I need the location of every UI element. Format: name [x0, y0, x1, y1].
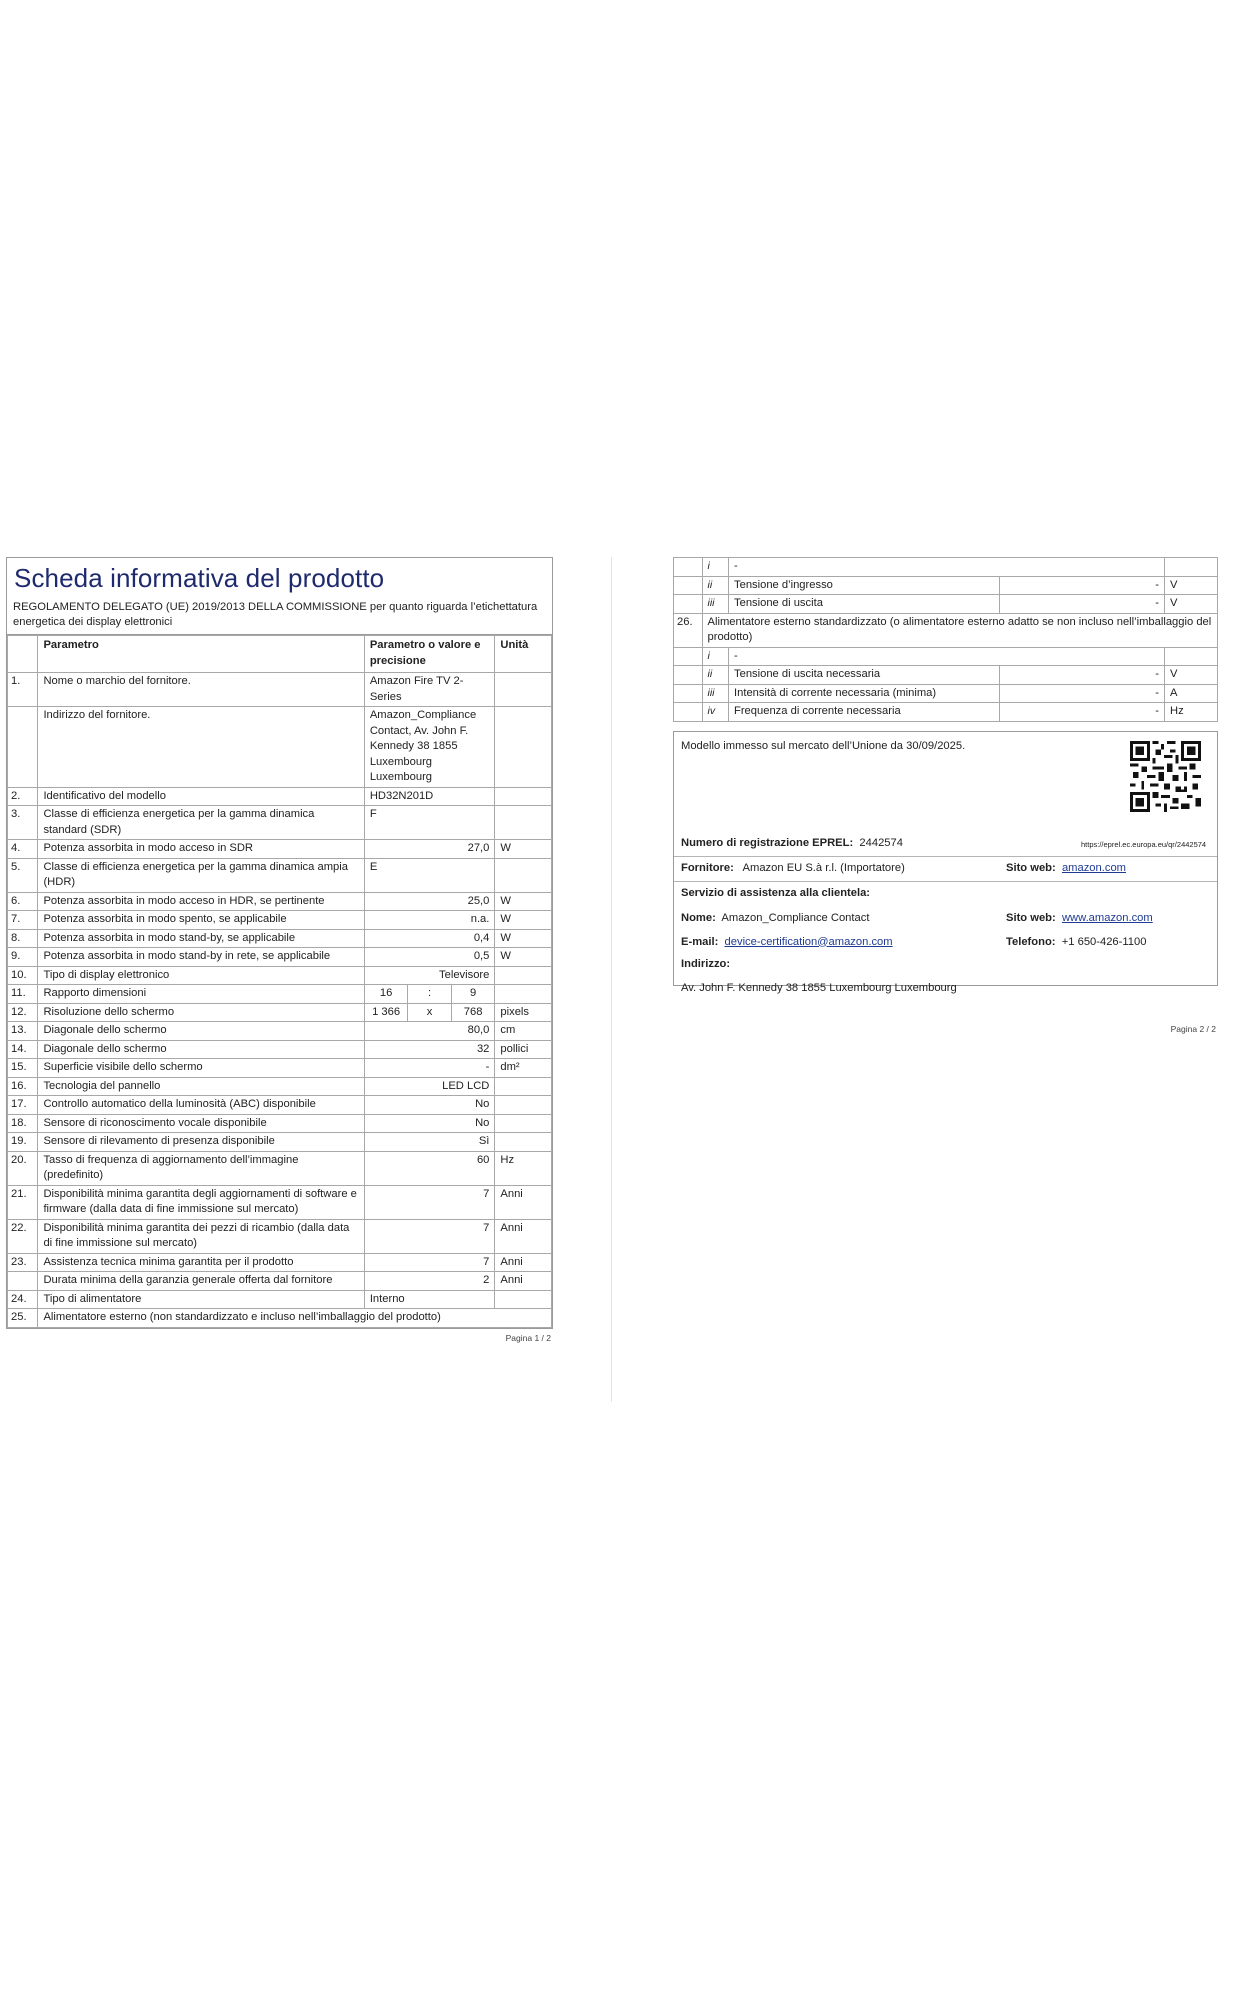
header-value: Parametro o valore e precisione: [364, 636, 495, 673]
table-row: [8, 1077, 552, 1096]
row-unit: pixels: [495, 1003, 552, 1022]
table-row: [8, 985, 552, 1004]
regulation-text: REGOLAMENTO DELEGATO (UE) 2019/2013 DELLA COMMISSIONE per quanto riguarda l’etichettatura energetica dei display elettronici: [13, 601, 538, 628]
row-value: Amazon_Compliance Contact, Av. John F. Kennedy 38 1855 Luxembourg Luxembourg: [364, 707, 495, 788]
row-unit: [495, 806, 552, 840]
row-value: 2: [364, 1272, 495, 1291]
table-row: [8, 787, 552, 806]
row-value: 0,4: [364, 929, 495, 948]
sub-unit: V: [1165, 595, 1218, 614]
indent-cell: [674, 595, 703, 614]
row-value: -: [364, 1059, 495, 1078]
row-number: 10.: [8, 966, 38, 985]
row-unit: [495, 858, 552, 892]
eprel-number: 2442574: [859, 836, 903, 849]
row-value: Sì: [364, 1133, 495, 1152]
indent-cell: [674, 576, 703, 595]
indent-cell: [674, 703, 703, 722]
name-value: Amazon_Compliance Contact: [721, 911, 870, 924]
sheet-header: [7, 558, 552, 635]
row-label: Indirizzo del fornitore.: [38, 707, 364, 788]
row-label: Classe di efficienza energetica per la gamma dinamica ampia (HDR): [38, 858, 364, 892]
sub-unit: Hz: [1165, 703, 1218, 722]
table-row-26: [674, 613, 1218, 647]
row-number: 8.: [8, 929, 38, 948]
row-number: 1.: [8, 673, 38, 707]
sub-index: i: [702, 647, 728, 666]
row-label: Sensore di riconoscimento vocale disponibile: [38, 1114, 364, 1133]
sub-value: -: [999, 684, 1164, 703]
row-unit: pollici: [495, 1040, 552, 1059]
phone-label: Telefono:: [1006, 935, 1056, 948]
indent-cell: [674, 647, 703, 666]
name-label: Nome:: [681, 911, 716, 924]
parameters-table: [7, 635, 552, 1328]
row-unit: W: [495, 892, 552, 911]
indent-cell: [674, 558, 703, 577]
row-label: Superficie visibile dello schermo: [38, 1059, 364, 1078]
sub-value: -: [999, 595, 1164, 614]
sub-label: Frequenza di corrente necessaria: [729, 703, 1000, 722]
row-label: Alimentatore esterno standardizzato (o alimentatore esterno adatto se non incluso nell’imballaggio del prodotto): [702, 613, 1217, 647]
table-row: [8, 1040, 552, 1059]
phone-value: +1 650-426-1100: [1061, 935, 1147, 948]
table-row: [8, 1219, 552, 1253]
row-label: Disponibilità minima garantita dei pezzi di ricambio (dalla data di fine immissione sul mercato): [38, 1219, 364, 1253]
table-row: [8, 892, 552, 911]
row-value: 25,0: [364, 892, 495, 911]
table-row: [8, 673, 552, 707]
table-row: [8, 840, 552, 859]
row-value-part: 9: [451, 985, 495, 1004]
email-label: E-mail:: [681, 935, 719, 948]
row-unit: [495, 673, 552, 707]
sub-label: -: [729, 558, 1165, 577]
email-link[interactable]: device-certification@amazon.com: [724, 935, 893, 948]
row-value: E: [364, 858, 495, 892]
row-label: Diagonale dello schermo: [38, 1022, 364, 1041]
row-number: 17.: [8, 1096, 38, 1115]
email-row: [681, 936, 893, 948]
sub-index: iii: [702, 684, 728, 703]
product-sheet-frame: [6, 557, 553, 1329]
row-unit: W: [495, 911, 552, 930]
indent-cell: [674, 684, 703, 703]
table-row: [8, 1272, 552, 1291]
row-value: No: [364, 1114, 495, 1133]
row-unit: [495, 1133, 552, 1152]
row-label: Potenza assorbita in modo stand-by, se applicabile: [38, 929, 364, 948]
market-date-text: Modello immesso sul mercato dell’Unione da 30/09/2025.: [681, 739, 966, 752]
table-row: [8, 1185, 552, 1219]
row-number: 3.: [8, 806, 38, 840]
table-row: [8, 1059, 552, 1078]
phone-row: [1006, 936, 1146, 948]
row-number: 6.: [8, 892, 38, 911]
sub-unit: V: [1165, 666, 1218, 685]
row-label: Identificativo del modello: [38, 787, 364, 806]
row-number: 19.: [8, 1133, 38, 1152]
website2-label: Sito web:: [1006, 911, 1056, 924]
contact-name-row: [681, 912, 869, 924]
sub-value: -: [999, 666, 1164, 685]
row-value-part: 768: [451, 1003, 495, 1022]
page-1: [6, 557, 553, 1343]
row-label: Potenza assorbita in modo stand-by in rete, se applicabile: [38, 948, 364, 967]
row-unit: Hz: [495, 1151, 552, 1185]
eprel-url-link[interactable]: https://eprel.ec.europa.eu/qr/2442574: [1081, 839, 1207, 849]
table-row: [8, 911, 552, 930]
sub-index: i: [702, 558, 728, 577]
supplier-row: [681, 862, 905, 874]
row-value-part: 1 366: [364, 1003, 408, 1022]
table-row: [8, 858, 552, 892]
row-value: 27,0: [364, 840, 495, 859]
row-unit: [495, 966, 552, 985]
row-number: 2.: [8, 787, 38, 806]
table-row: [8, 1114, 552, 1133]
row-label: Tipo di alimentatore: [38, 1290, 364, 1309]
row-number: 13.: [8, 1022, 38, 1041]
row-value: 7: [364, 1253, 495, 1272]
sub-row: [674, 647, 1218, 666]
address-label: Indirizzo:: [681, 957, 731, 970]
sub-unit: [1165, 558, 1218, 577]
table-row: [8, 966, 552, 985]
row-value: 7: [364, 1219, 495, 1253]
row-unit: dm²: [495, 1059, 552, 1078]
row-unit: Anni: [495, 1253, 552, 1272]
supplier-info-box: [673, 731, 1218, 986]
sub-unit: V: [1165, 576, 1218, 595]
table-row: [8, 806, 552, 840]
sub-label: Tensione di uscita necessaria: [729, 666, 1000, 685]
sub-index: ii: [702, 666, 728, 685]
divider: [674, 881, 1217, 882]
row-label: Nome o marchio del fornitore.: [38, 673, 364, 707]
sub-unit: A: [1165, 684, 1218, 703]
row-label: Classe di efficienza energetica per la gamma dinamica standard (SDR): [38, 806, 364, 840]
sub-row: [674, 558, 1218, 577]
sub-value: -: [999, 703, 1164, 722]
row-unit: cm: [495, 1022, 552, 1041]
page-number: Pagina 2 / 2: [1170, 1023, 1216, 1034]
row-label: Alimentatore esterno (non standardizzato e incluso nell’imballaggio del prodotto): [38, 1309, 552, 1328]
row-label: Diagonale dello schermo: [38, 1040, 364, 1059]
row-number: 4.: [8, 840, 38, 859]
row-number: 21.: [8, 1185, 38, 1219]
row-number: 15.: [8, 1059, 38, 1078]
sub-row: [674, 703, 1218, 722]
row-value: F: [364, 806, 495, 840]
table-row: [8, 1096, 552, 1115]
row-number: 12.: [8, 1003, 38, 1022]
row-number: 14.: [8, 1040, 38, 1059]
website2-row: [1006, 912, 1153, 924]
page-divider: [611, 557, 612, 1402]
row-value: LED LCD: [364, 1077, 495, 1096]
row-value: Interno: [364, 1290, 495, 1309]
sub-row: [674, 595, 1218, 614]
row-value: 0,5: [364, 948, 495, 967]
website2-link[interactable]: www.amazon.com: [1061, 911, 1153, 924]
row-value: 7: [364, 1185, 495, 1219]
website-row: [1006, 862, 1126, 874]
row-unit: Anni: [495, 1272, 552, 1291]
row-number: 26.: [674, 613, 703, 647]
row-label: Sensore di rilevamento di presenza disponibile: [38, 1133, 364, 1152]
table-row: [8, 1133, 552, 1152]
row-label: Tecnologia del pannello: [38, 1077, 364, 1096]
table-row: [8, 948, 552, 967]
page-title: Scheda informativa del prodotto: [14, 563, 385, 593]
sub-label: Tensione d’ingresso: [729, 576, 1000, 595]
power-supply-table: [673, 557, 1218, 722]
table-header-row: [8, 636, 552, 673]
row-value: 32: [364, 1040, 495, 1059]
eprel-label: Numero di registrazione EPREL:: [681, 836, 854, 849]
row-unit: [495, 1114, 552, 1133]
row-label: Controllo automatico della luminosità (ABC) disponibile: [38, 1096, 364, 1115]
row-value: HD32N201D: [364, 787, 495, 806]
row-unit: Anni: [495, 1219, 552, 1253]
row-number: [8, 707, 38, 788]
page-2: [673, 557, 1218, 1034]
table-row: [8, 1290, 552, 1309]
row-number: 9.: [8, 948, 38, 967]
row-unit: [495, 1290, 552, 1309]
row-unit: W: [495, 948, 552, 967]
sub-label: Tensione di uscita: [729, 595, 1000, 614]
row-value: 80,0: [364, 1022, 495, 1041]
sub-label: -: [729, 647, 1165, 666]
row-label: Potenza assorbita in modo spento, se applicabile: [38, 911, 364, 930]
row-label: Tipo di display elettronico: [38, 966, 364, 985]
row-number: 7.: [8, 911, 38, 930]
row-label: Risoluzione dello schermo: [38, 1003, 364, 1022]
row-label: Assistenza tecnica minima garantita per il prodotto: [38, 1253, 364, 1272]
row-number: 22.: [8, 1219, 38, 1253]
row-number: [8, 1272, 38, 1291]
row-number: 18.: [8, 1114, 38, 1133]
sub-row: [674, 576, 1218, 595]
sub-unit: [1165, 647, 1218, 666]
divider: [674, 856, 1217, 857]
sub-index: iv: [702, 703, 728, 722]
row-value: Amazon Fire TV 2-Series: [364, 673, 495, 707]
row-unit: [495, 707, 552, 788]
website-label: Sito web:: [1006, 861, 1056, 874]
indent-cell: [674, 666, 703, 685]
qr-code-icon[interactable]: [1130, 741, 1201, 812]
website-link[interactable]: amazon.com: [1061, 861, 1126, 874]
header-unit: Unità: [495, 636, 552, 673]
sub-label: Intensità di corrente necessaria (minima): [729, 684, 1000, 703]
row-number: 16.: [8, 1077, 38, 1096]
row-number: 24.: [8, 1290, 38, 1309]
row-number: 20.: [8, 1151, 38, 1185]
row-unit: Anni: [495, 1185, 552, 1219]
row-number: 11.: [8, 985, 38, 1004]
row-value-part: :: [408, 985, 452, 1004]
table-row: [8, 1003, 552, 1022]
row-label: Potenza assorbita in modo acceso in SDR: [38, 840, 364, 859]
row-unit: [495, 1077, 552, 1096]
table-row: [8, 1253, 552, 1272]
table-row: [8, 1022, 552, 1041]
row-number: 23.: [8, 1253, 38, 1272]
row-number: 25.: [8, 1309, 38, 1328]
table-row: [8, 929, 552, 948]
row-label: Rapporto dimensioni: [38, 985, 364, 1004]
eprel-row: [681, 837, 903, 849]
row-value-part: x: [408, 1003, 452, 1022]
sub-index: iii: [702, 595, 728, 614]
address-value: Av. John F. Kennedy 38 1855 Luxembourg Luxembourg: [681, 982, 957, 994]
supplier-label: Fornitore:: [681, 861, 734, 874]
row-value: No: [364, 1096, 495, 1115]
row-unit: W: [495, 929, 552, 948]
row-value: 60: [364, 1151, 495, 1185]
table-row: [8, 707, 552, 788]
row-unit: W: [495, 840, 552, 859]
page-number: Pagina 1 / 2: [505, 1332, 551, 1343]
row-label: Durata minima della garanzia generale offerta dal fornitore: [38, 1272, 364, 1291]
sub-row: [674, 666, 1218, 685]
row-value-part: 16: [364, 985, 408, 1004]
row-value: Televisore: [364, 966, 495, 985]
sub-row: [674, 684, 1218, 703]
row-value: n.a.: [364, 911, 495, 930]
sub-index: ii: [702, 576, 728, 595]
row-label: Potenza assorbita in modo acceso in HDR, se pertinente: [38, 892, 364, 911]
row-unit: [495, 787, 552, 806]
row-number: 5.: [8, 858, 38, 892]
table-row-25: [8, 1309, 552, 1328]
row-unit: [495, 1096, 552, 1115]
row-label: Tasso di frequenza di aggiornamento dell’immagine (predefinito): [38, 1151, 364, 1185]
supplier-value: Amazon EU S.à r.l. (Importatore): [742, 861, 905, 874]
customer-service-heading: Servizio di assistenza alla clientela:: [681, 886, 871, 899]
table-row: [8, 1151, 552, 1185]
header-param: Parametro: [38, 636, 364, 673]
row-unit: [495, 985, 552, 1004]
sub-value: -: [999, 576, 1164, 595]
row-label: Disponibilità minima garantita degli aggiornamenti di software e firmware (dalla data di fine immissione sul mercato): [38, 1185, 364, 1219]
